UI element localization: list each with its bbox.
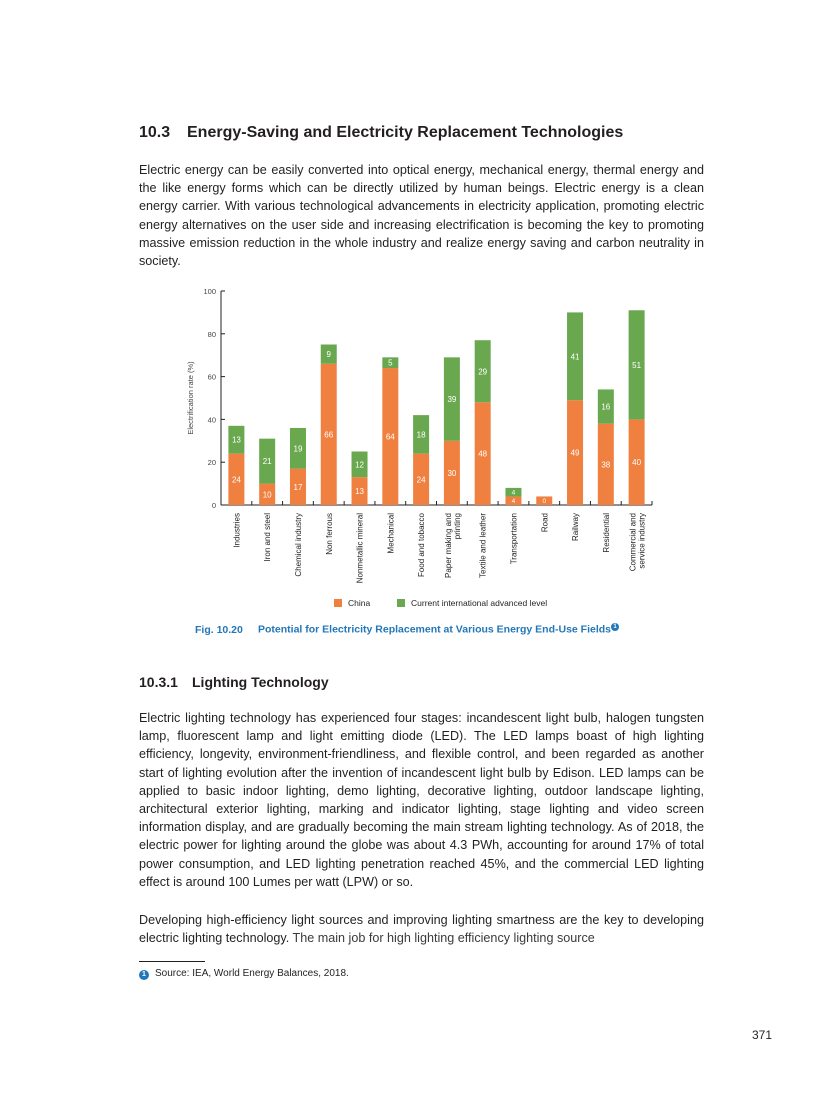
- page-number: 371: [752, 1028, 773, 1042]
- intro-paragraph: Electric energy can be easily converted into optical energy, mechanical energy, thermal energy and the like energy forms which can be directly utilized by human beings. Electric energy is a clean energy carrier. With various technological advancements in electricity application, promoting electric energy alternatives on the user side and increasing electrification is becoming the key to promoting massive emission reduction in the whole industry and realize energy saving and carbon neutrality in society.: [139, 163, 704, 269]
- x-tick-label: Railway: [571, 513, 581, 542]
- legend-label-international: Current international advanced level: [411, 598, 548, 608]
- key-paragraph: [139, 911, 704, 947]
- footnote-divider: [139, 961, 205, 962]
- bar-value-label: 24: [416, 475, 426, 485]
- bar-value-label: 0: [542, 498, 547, 506]
- x-tick-label: Road: [540, 513, 550, 533]
- footnote-text: Source: IEA, World Energy Balances, 2018.: [155, 968, 349, 979]
- x-tick-label: Chemical industry: [293, 513, 303, 577]
- y-tick-label: 20: [207, 458, 216, 468]
- bar-value-label: 4: [511, 498, 516, 506]
- bar-value-label: 39: [447, 395, 457, 405]
- bar-value-label: 49: [570, 448, 580, 458]
- x-tick-label: Transportation: [509, 513, 519, 565]
- x-tick-label: Residential: [601, 513, 611, 553]
- bar-value-label: 48: [478, 449, 488, 459]
- x-tick-label: Commercial and: [628, 513, 638, 572]
- bar-value-label: 40: [632, 458, 642, 468]
- x-tick-label: Textile and leather: [478, 513, 488, 578]
- footnote-marker-icon[interactable]: 1: [611, 623, 619, 631]
- key-paragraph-rest: The main job for high lighting efficiency lighting source: [289, 931, 595, 946]
- bar-value-label: 10: [262, 490, 272, 500]
- footnote: [139, 968, 349, 980]
- y-axis-label: Electrification rate (%): [186, 361, 195, 435]
- y-tick-label: 100: [203, 287, 216, 296]
- x-tick-label: Nonmetallic mineral: [355, 513, 365, 584]
- y-tick-label: 80: [207, 329, 216, 339]
- bar-value-label: 24: [231, 475, 241, 485]
- x-tick-label: Mechanical: [386, 513, 396, 554]
- bar-value-label: 13: [355, 487, 364, 497]
- bar-value-label: 17: [293, 482, 303, 492]
- x-tick-label: Iron and steel: [263, 513, 273, 562]
- bar-value-label: 29: [478, 367, 488, 377]
- y-tick-label: 40: [207, 415, 216, 425]
- x-tick-label: Industries: [232, 513, 242, 548]
- legend-label-china: China: [348, 598, 371, 608]
- x-tick-label: service industry: [637, 513, 647, 569]
- subsection-number: 10.3.1: [139, 674, 178, 690]
- bar-value-label: 19: [293, 444, 303, 454]
- footnote-number-icon: 1: [139, 970, 149, 980]
- x-tick-label: Paper making and: [443, 513, 453, 578]
- bar-value-label: 16: [601, 402, 611, 412]
- figure-title: Potential for Electricity Replacement at Various Energy End-Use Fields: [258, 623, 612, 636]
- bar-value-label: 4: [511, 489, 516, 497]
- section-number: 10.3: [139, 124, 171, 141]
- figure-number: Fig. 10.20: [195, 623, 243, 636]
- section-title: Energy-Saving and Electricity Replacement Technologies: [187, 124, 624, 141]
- legend-swatch-china: [334, 599, 342, 607]
- bar-value-label: 51: [632, 360, 642, 370]
- bar-value-label: 21: [262, 457, 272, 467]
- x-tick-label: Non ferrous: [324, 513, 334, 555]
- y-tick-label: 0: [211, 501, 216, 510]
- legend-item-international: [397, 598, 547, 608]
- bar-value-label: 5: [388, 358, 393, 368]
- bar-value-label: 13: [231, 435, 241, 445]
- y-tick-label: 60: [207, 372, 216, 382]
- bar-value-label: 30: [447, 468, 457, 478]
- subsection-heading: [139, 674, 329, 690]
- bar-value-label: 12: [355, 460, 364, 470]
- bar-value-label: 66: [324, 430, 334, 440]
- bar-value-label: 41: [570, 352, 580, 362]
- bar-value-label: 18: [416, 430, 426, 440]
- bar-value-label: 64: [385, 432, 395, 442]
- x-tick-label: printing: [452, 513, 462, 540]
- legend-swatch-international: [397, 599, 405, 607]
- subsection-title: Lighting Technology: [192, 674, 329, 690]
- legend-item-china: [334, 598, 370, 608]
- lighting-paragraph: Electric lighting technology has experienced four stages: incandescent light bulb, halogen tungsten lamp, fluorescent lamp and light emitting diode (LED). The LED lamps boast of high lighting efficiency, longevity, environment-friendliness, and flexible control, and been regarded as another start of lighting evolution after the invention of incandescent light bulb by Edison. LED lamps can be applied to basic indoor lighting, demo lighting, decorative lighting, outdoor landscape lighting, architectural exterior lighting, marking and indicator lighting, stage lighting and video screen information display, and are gradually becoming the main stream lighting technology. As of 2018, the electric power for lighting around the globe was about 4.3 PWh, accounting for around 17% of total power consumption, and LED lighting penetration reached 45%, and the commercial LED lighting effect is around 100 Lumes per watt (LPW) or so.: [139, 711, 704, 889]
- figure-caption: [195, 623, 619, 636]
- x-tick-label: Food and tobacco: [417, 513, 427, 578]
- bar-value-label: 9: [326, 350, 331, 360]
- bar-value-label: 38: [601, 460, 611, 470]
- key-paragraph-lead: Developing high-efficiency light sources and improving lighting smartness are the key to developing electric lighting technology.: [139, 913, 704, 946]
